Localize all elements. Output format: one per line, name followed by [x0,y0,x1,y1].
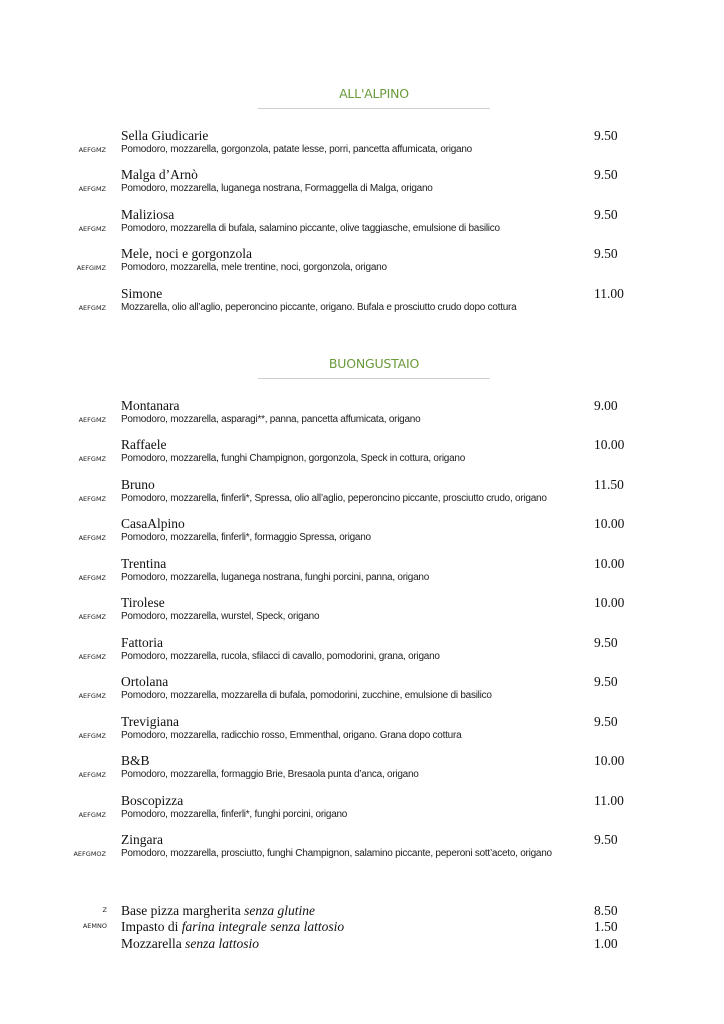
item-allergens: AEFGMZ [78,304,106,312]
item-description: Pomodoro, mozzarella, finferli*, Spressa, olio all’aglio, peperoncino piccante, prosciutto crudo, origano [121,493,547,504]
item-allergens: AEFGMZ [78,692,106,700]
item-description: Pomodoro, mozzarella di bufala, salamino piccante, olive taggiasche, emulsione di basilico [121,223,500,234]
item-price: 10.00 [594,753,625,768]
item-price: 11.00 [594,793,624,808]
extra-price: 1.00 [594,936,618,951]
item-description: Pomodoro, mozzarella, finferli*, formaggio Spressa, origano [121,532,371,543]
menu-item [0,246,724,282]
item-allergens: AEFGMZ [78,534,106,542]
menu-item [0,477,724,513]
item-name: B&B [121,753,150,768]
item-name: Malga d’Arnò [121,167,198,182]
item-description: Pomodoro, mozzarella, radicchio rosso, Emmenthal, origano. Grana dopo cottura [121,730,462,741]
item-allergens: AEFGMZ [78,771,106,779]
menu-item [0,167,724,203]
item-description: Pomodoro, mozzarella, formaggio Brie, Bresaola punta d’anca, origano [121,769,419,780]
item-name: Tirolese [121,595,165,610]
menu-item [0,832,724,868]
item-allergens: AEFGMZ [78,146,106,154]
item-name: Ortolana [121,674,169,689]
item-price: 9.50 [594,832,618,847]
item-price: 9.50 [594,167,618,182]
item-name: CasaAlpino [121,516,185,531]
item-allergens: AEFGMZ [78,653,106,661]
item-price: 9.50 [594,128,618,143]
extra-item [0,919,724,936]
item-price: 10.00 [594,437,625,452]
item-name: Simone [121,286,163,301]
item-allergens: AEFGMZ [78,613,106,621]
menu-item [0,516,724,552]
item-name: Maliziosa [121,207,175,222]
item-price: 11.00 [594,286,624,301]
item-description: Pomodoro, mozzarella, rucola, sfilacci di cavallo, pomodorini, grana, origano [121,651,440,662]
extra-item [0,903,724,920]
extra-allergens: AEMNO [82,922,107,930]
menu-item [0,437,724,473]
item-price: 9.00 [594,398,618,413]
item-name: Mele, noci e gorgonzola [121,246,252,261]
menu-item [0,286,724,322]
item-price: 10.00 [594,595,625,610]
menu-item [0,635,724,671]
section-divider [258,108,490,109]
item-description: Pomodoro, mozzarella, gorgonzola, patate lesse, porri, pancetta affumicata, origano [121,144,472,155]
item-name: Raffaele [121,437,167,452]
item-name: Bruno [121,477,155,492]
item-allergens: AEFGMZ [78,225,106,233]
extra-price: 8.50 [594,903,618,918]
item-allergens: AEFGMZ [78,185,106,193]
menu-item [0,556,724,592]
menu-item [0,793,724,829]
menu-item [0,753,724,789]
item-name: Montanara [121,398,180,413]
item-description: Pomodoro, mozzarella, prosciutto, funghi Champignon, salamino piccante, peperoni sott’aceto, origano [121,848,552,859]
section-title-buongustaio: BUONGUSTAIO [328,356,420,371]
item-allergens: AEFGMZ [78,574,106,582]
item-price: 9.50 [594,635,618,650]
item-description: Pomodoro, mozzarella, funghi Champignon, gorgonzola, Speck in cottura, origano [121,453,466,464]
item-name: Zingara [121,832,163,847]
item-allergens: AEFGMZ [78,495,106,503]
item-description: Pomodoro, mozzarella, luganega nostrana, funghi porcini, panna, origano [121,572,430,583]
item-name: Boscopizza [121,793,184,808]
item-name: Trentina [121,556,167,571]
section-title-allalpino: ALL'ALPINO [339,86,409,101]
menu-item [0,714,724,750]
menu-item [0,674,724,710]
item-allergens: AEFGMZ [78,732,106,740]
item-price: 10.00 [594,556,625,571]
item-description: Pomodoro, mozzarella, finferli*, funghi porcini, origano [121,809,348,820]
section-divider [258,378,490,379]
item-description: Pomodoro, mozzarella, asparagi**, panna, pancetta affumicata, origano [121,414,421,425]
item-description: Pomodoro, mozzarella, mele trentine, noci, gorgonzola, origano [121,262,387,273]
menu-item [0,128,724,164]
item-allergens: AEFGIMZ [76,264,106,272]
item-description: Pomodoro, mozzarella, mozzarella di bufala, pomodorini, zucchine, emulsione di basilico [121,690,492,701]
item-description: Pomodoro, mozzarella, luganega nostrana, Formaggella di Malga, origano [121,183,433,194]
item-name: Sella Giudicarie [121,128,209,143]
item-price: 9.50 [594,714,618,729]
item-price: 11.50 [594,477,624,492]
item-price: 9.50 [594,246,618,261]
menu-item [0,207,724,243]
item-name: Fattoria [121,635,163,650]
extra-name: Impasto di farina integrale senza lattosio [121,919,345,934]
item-description: Pomodoro, mozzarella, wurstel, Speck, origano [121,611,320,622]
item-price: 9.50 [594,207,618,222]
extra-allergens: Z [102,906,107,914]
menu-item [0,398,724,434]
extra-name: Base pizza margherita senza glutine [121,903,315,918]
item-name: Trevigiana [121,714,179,729]
item-price: 10.00 [594,516,625,531]
item-allergens: AEFGMOZ [73,850,106,858]
item-allergens: AEFGMZ [78,455,106,463]
extra-price: 1.50 [594,919,618,934]
menu-item [0,595,724,631]
extra-name: Mozzarella senza lattosio [121,936,259,951]
extra-item [0,936,724,953]
item-price: 9.50 [594,674,618,689]
item-description: Mozzarella, olio all’aglio, peperoncino piccante, origano. Bufala e prosciutto crudo dopo cottura [121,302,517,313]
item-allergens: AEFGMZ [78,811,106,819]
item-allergens: AEFGMZ [78,416,106,424]
